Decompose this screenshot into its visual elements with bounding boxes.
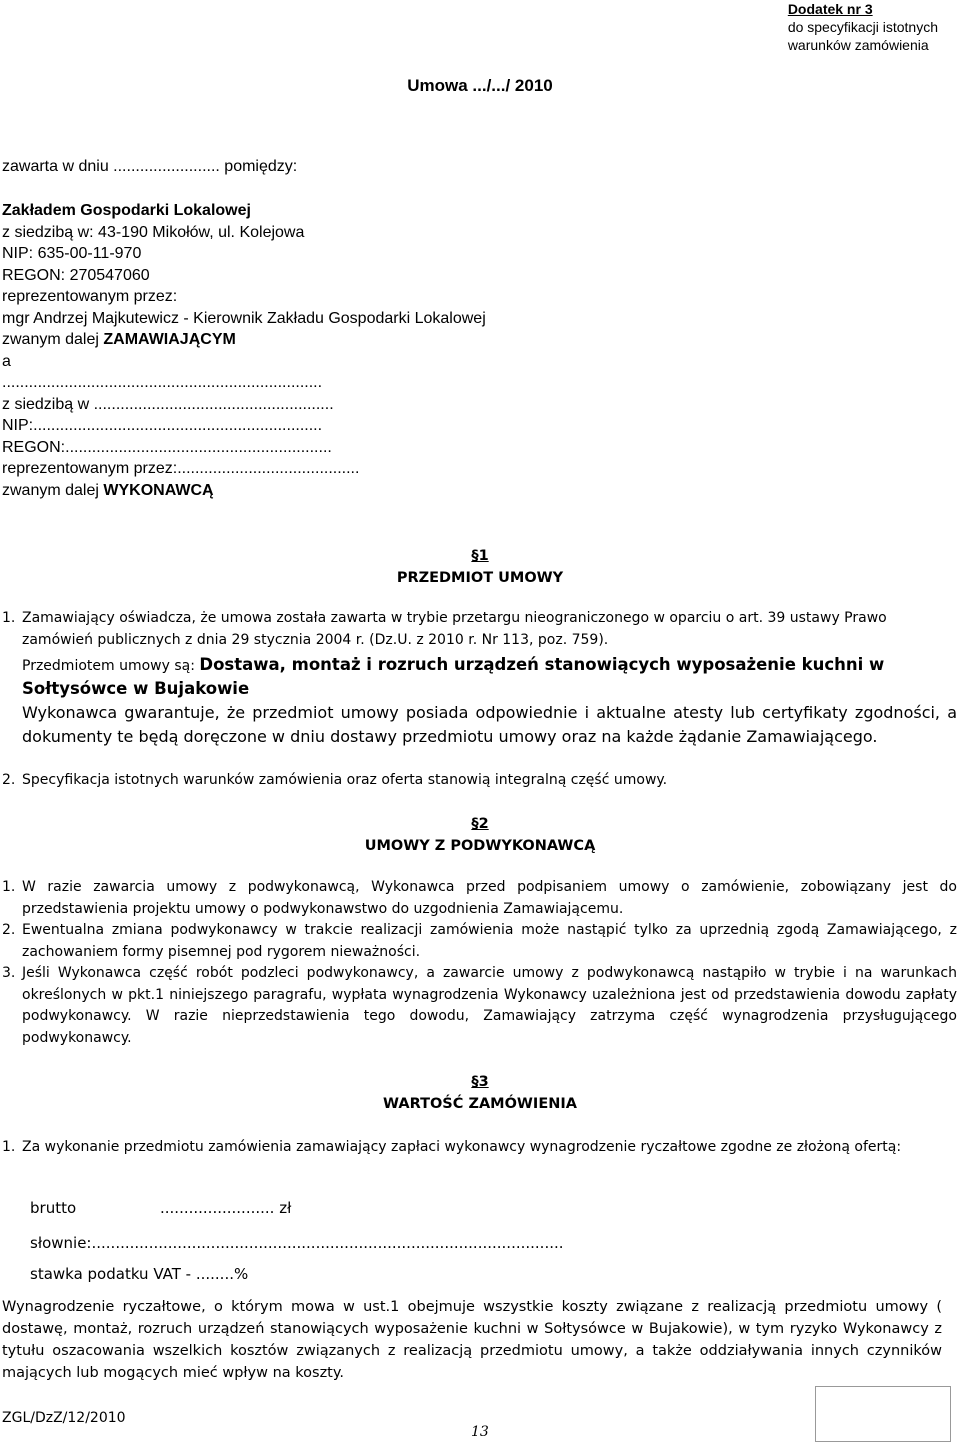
contractor-called: zwanym dalej WYKONAWCĄ [2,481,214,499]
s3-item-1 [2,1137,957,1159]
section-3-title: WARTOŚĆ ZAMÓWIENIA [383,1096,577,1112]
employer-seat: z siedzibą w: 43-190 Mikołów, ul. Kolejowa [2,223,305,241]
s3-item-1-number: 1. [2,1139,16,1155]
s2-item-1-number: 1. [2,879,16,895]
brutto-label: brutto [30,1199,77,1217]
s2-item-3-text: Jeśli Wykonawca część robót podzleci podwykonawcy, a zawarcie umowy z podwykonawcą nastąpiło w trybie i na warunkach określonych w pkt.1 niniejszego paragrafu, wypłata wynagrodzenia Wykonawcy uzależniona jest od przedstawienia dowodu zapłaty podwykonawcy. W razie nieprzedstawienia tego dowodu, Zamawiający zatrzyma część wynagrodzenia przysługującego podwykonawcy. [22,965,957,1046]
contractor-regon: REGON:............................................................ [2,438,332,456]
section-3-heading [0,1071,960,1115]
intro-line: zawarta w dniu ........................ pomiędzy: [2,158,298,175]
conjunction: a [2,352,11,370]
contractor-name-blank: ........................................................................ [2,374,323,391]
s2-item-2-text: Ewentualna zmiana podwykonawcy w trakcie realizacji zamówienia może nastąpić tylko za uprzednią zgodą Zamawiającego, z zachowaniem formy pisemnej pod rygorem nieważności. [22,922,957,960]
contractor-role: WYKONAWCĄ [103,481,214,499]
employer-role: ZAMAWIAJĄCYM [103,331,236,348]
s1-item-1-text: Zamawiający oświadcza, że umowa została zawarta w trybie przetargu nieograniczonego w oparciu o art. 39 ustawy Prawo zamówień publicznych z dnia 29 stycznia 2004 r. (Dz.U. z 2010 r. Nr 113, poz. 759). [22,610,887,648]
contract-title: Umowa .../.../ 2010 [407,76,553,95]
s2-item-1 [2,877,957,920]
annex-number: Dodatek nr 3 [787,1,873,17]
s1-item-1-guarantee: Wykonawca gwarantuje, że przedmiot umowy posiada odpowiednie i aktualne atesty lub certyfikaty zgodności, a dokumenty te będą doręczone w dniu dostawy przedmiotu umowy oraz na każde żądanie Zamawiającego. [22,703,957,746]
s1-item-2-text: Specyfikacja istotnych warunków zamówienia oraz oferta stanowią integralną część umowy. [22,772,668,788]
annex-line-1: do specyfikacji istotnych [787,19,938,35]
annex-header [788,0,938,54]
s2-item-2-number: 2. [2,922,16,938]
closing-paragraph: Wynagrodzenie ryczałtowe, o którym mowa w ust.1 obejmuje wszystkie koszty związane z realizacją przedmiotu umowy ( dostawę, montaż, rozruch urządzeń stanowiących wyposażenie kuchni w Sołtysówce w Bujakowie), w tym ryzyko Wykonawcy z tytułu oszacowania wszelkich kosztów związanych z realizacją przedmiotu umowy, a także oddziaływania innych czynników mających lub mogących mieć wpływ na koszty. [2,1299,942,1381]
contractor-seat: z siedzibą w ...................................................... [2,395,334,413]
employer-block [2,200,486,501]
page-number: 13 [471,1424,489,1440]
brutto-line [30,1198,292,1220]
s2-item-3 [2,963,957,1049]
s1-item-2-number: 2. [2,772,16,788]
s2-item-3-number: 3. [2,965,16,981]
employer-regon: REGON: 270547060 [2,266,150,284]
s2-item-2 [2,920,957,963]
document-reference: ZGL/DzZ/12/2010 [2,1410,126,1426]
s1-item-1-number: 1. [2,610,16,626]
employer-rep: mgr Andrzej Majkutewicz - Kierownik Zakładu Gospodarki Lokalowej [2,309,486,327]
s1-item-2 [2,770,957,792]
brutto-value: ........................ zł [160,1199,292,1217]
section-2-title: UMOWY Z PODWYKONAWCĄ [364,838,596,854]
employer-rep-label: reprezentowanym przez: [2,288,178,305]
contractor-nip: NIP:................................................................. [2,417,323,434]
employer-name: Zakładem Gospodarki Lokalowej [2,202,251,219]
vat-rate: stawka podatku VAT - ........% [30,1265,249,1283]
section-2-number: §2 [471,816,489,832]
s2-item-1-text: W razie zawarcia umowy z podwykonawcą, Wykonawca przed podpisaniem umowy o zamówienie, zobowiązany jest do przedstawienia projektu umowy o podwykonawstwo do uzgodnienia Zamawiającemu. [22,879,957,917]
section-2-heading [0,813,960,857]
section-1-heading [0,545,960,589]
annex-line-2: warunków zamówienia [787,37,929,53]
employer-nip: NIP: 635-00-11-970 [2,245,142,262]
section-1-title: PRZEDMIOT UMOWY [396,570,564,586]
footer-frame [815,1386,951,1442]
s1-subject-bold: Dostawa, montaż i rozruch urządzeń stanowiących wyposażenie kuchni w Sołtysówce w Bujakowie [22,655,885,698]
section-3-number: §3 [471,1074,489,1090]
s1-item-1-subject: Przedmiotem umowy są: Dostawa, montaż i rozruch urządzeń stanowiących wyposażenie kuchni w Sołtysówce w Bujakowie [22,655,885,698]
section-1-number: §1 [471,548,489,564]
s1-item-1 [2,608,957,749]
amount-in-words: słownie:................................................................................................... [30,1234,564,1252]
s3-item-1-text: Za wykonanie przedmiotu zamówienia zamawiający zapłaci wykonawcy wynagrodzenie ryczałtowe zgodne ze złożoną ofertą: [22,1139,902,1155]
contractor-rep: reprezentowanym przez:......................................... [2,460,360,477]
employer-called: zwanym dalej ZAMAWIAJĄCYM [2,331,236,348]
